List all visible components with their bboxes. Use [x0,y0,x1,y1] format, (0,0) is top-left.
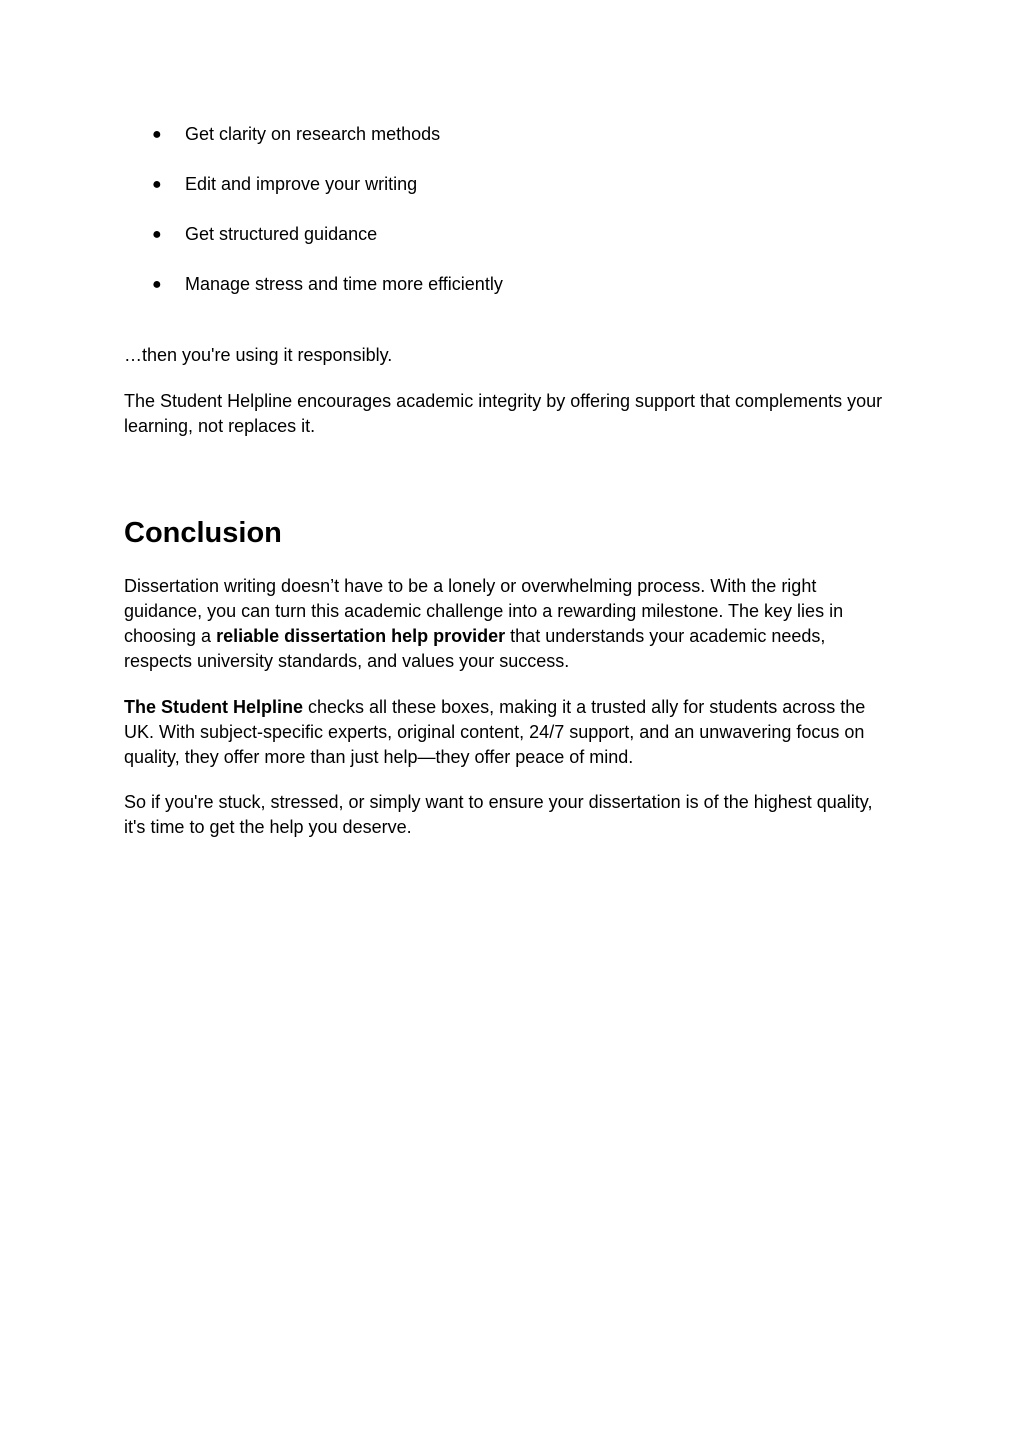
paragraph-text: checks all these boxes, making it a trusted ally for students across the UK. With subject-specific experts, original content, 24/7 support, and an unwavering focus on quality, they offer more than just help—they offer peace of mind. [124,697,866,767]
list-item [152,122,852,172]
list-item [152,272,852,322]
list-item [152,172,852,222]
bullet-icon: ● [152,276,162,293]
bold-phrase: reliable dissertation help provider [216,626,506,646]
conclusion-paragraph-2 [124,695,894,770]
list-item [152,222,852,272]
bullet-list [152,122,852,322]
conclusion-paragraph-1 [124,574,894,674]
list-item-text: Get structured guidance [185,224,378,244]
list-item-text: Get clarity on research methods [185,124,441,144]
bullet-icon: ● [152,226,162,243]
bullet-icon: ● [152,126,162,143]
integrity-paragraph: The Student Helpline encourages academic integrity by offering support that complements your learning, not replaces it. [124,391,883,436]
section-heading: Conclusion [124,517,282,549]
paragraph-text: Dissertation writing doesn’t have to be a lonely or overwhelming process. With the right guidance, you can turn this academic challenge into a rewarding milestone. The key lies in choosing a [124,576,844,646]
paragraph-text: that understands your academic needs, respects university standards, and values your success. [124,626,826,671]
intro-line: …then you're using it responsibly. [124,345,393,365]
conclusion-paragraph-3: So if you're stuck, stressed, or simply want to ensure your dissertation is of the highest quality, it's time to get the help you deserve. [124,792,873,837]
list-item-text: Manage stress and time more efficiently [185,274,503,294]
list-item-text: Edit and improve your writing [185,174,418,194]
bullet-icon: ● [152,176,162,193]
bold-phrase: The Student Helpline [124,697,304,717]
